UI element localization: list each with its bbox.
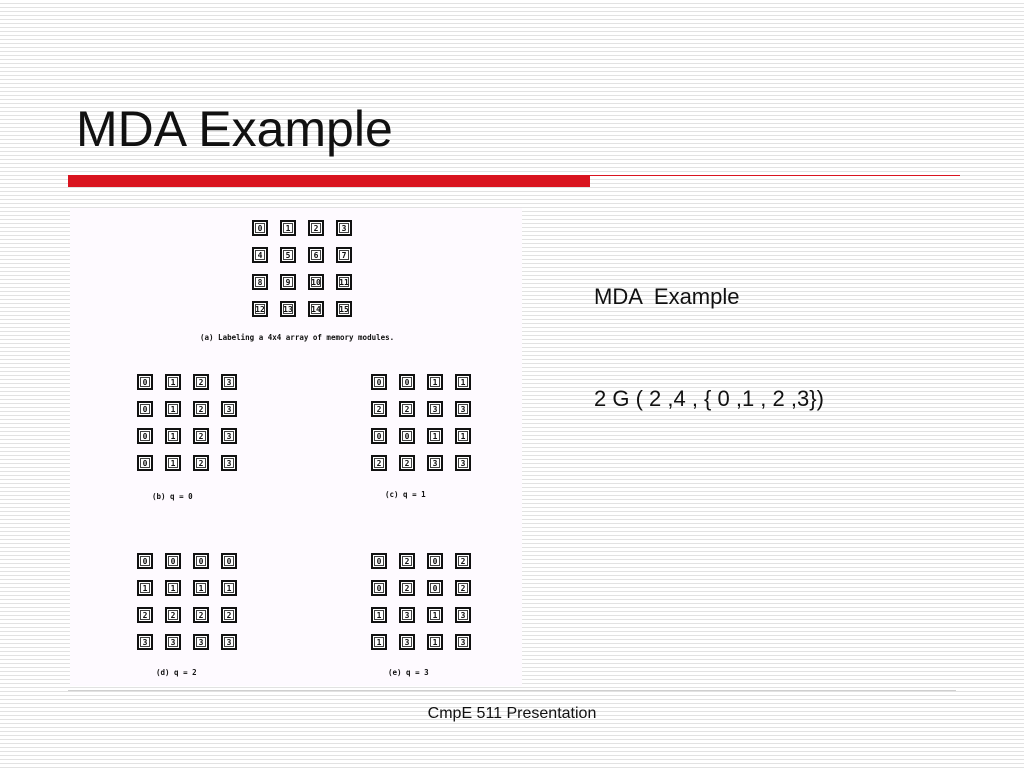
memory-module-cell — [372, 429, 386, 443]
memory-module-label: 0 — [404, 378, 410, 387]
memory-module-label: 1 — [170, 584, 176, 593]
memory-module-label: 1 — [226, 584, 232, 593]
memory-module-cell — [456, 429, 470, 443]
memory-module-cell — [281, 248, 295, 262]
memory-module-label: 3 — [226, 459, 232, 468]
memory-module-cell — [309, 302, 323, 316]
memory-module-cell — [166, 456, 180, 470]
memory-module-cell — [138, 375, 152, 389]
memory-module-cell — [194, 608, 208, 622]
memory-module-cell — [428, 402, 442, 416]
memory-module-cell — [372, 402, 386, 416]
memory-module-label: 0 — [376, 584, 382, 593]
memory-module-label: 1 — [432, 378, 438, 387]
memory-module-label: 2 — [404, 405, 410, 414]
memory-module-label: 8 — [257, 278, 263, 287]
figure-panel-2 — [372, 375, 470, 499]
memory-module-cell — [222, 456, 236, 470]
memory-module-cell — [166, 429, 180, 443]
memory-module-cell — [456, 375, 470, 389]
memory-module-label: 11 — [339, 278, 349, 287]
memory-module-cell — [337, 221, 351, 235]
memory-module-cell — [337, 248, 351, 262]
slide-title: MDA Example — [76, 101, 393, 157]
memory-module-cell — [400, 581, 414, 595]
memory-module-cell — [372, 635, 386, 649]
memory-module-cell — [253, 275, 267, 289]
memory-module-label: 2 — [142, 611, 148, 620]
memory-module-label: 3 — [432, 459, 438, 468]
memory-module-cell — [166, 635, 180, 649]
memory-module-label: 0 — [432, 557, 438, 566]
memory-module-cell — [194, 554, 208, 568]
memory-module-label: 0 — [404, 432, 410, 441]
memory-module-label: 2 — [460, 584, 466, 593]
memory-module-cell — [456, 635, 470, 649]
memory-module-cell — [400, 608, 414, 622]
memory-module-cell — [428, 608, 442, 622]
memory-module-cell — [222, 608, 236, 622]
memory-module-label: 1 — [170, 459, 176, 468]
memory-module-label: 2 — [198, 459, 204, 468]
memory-module-label: 1 — [432, 611, 438, 620]
memory-module-cell — [194, 402, 208, 416]
memory-module-cell — [194, 635, 208, 649]
slide-body — [594, 232, 824, 462]
memory-module-label: 2 — [404, 584, 410, 593]
memory-module-label: 2 — [226, 611, 232, 620]
memory-module-cell — [456, 608, 470, 622]
memory-module-cell — [372, 554, 386, 568]
memory-module-cell — [400, 375, 414, 389]
memory-module-cell — [222, 429, 236, 443]
memory-module-cell — [400, 429, 414, 443]
memory-module-label: 0 — [142, 378, 148, 387]
memory-module-cell — [166, 554, 180, 568]
memory-module-cell — [194, 581, 208, 595]
memory-module-label: 3 — [226, 432, 232, 441]
memory-module-cell — [309, 221, 323, 235]
memory-module-label: 2 — [198, 405, 204, 414]
memory-module-label: 3 — [432, 405, 438, 414]
memory-module-cell — [222, 635, 236, 649]
memory-module-label: 1 — [376, 611, 382, 620]
memory-module-label: 2 — [198, 611, 204, 620]
slide-footer: CmpE 511 Presentation — [427, 705, 597, 722]
memory-module-cell — [400, 402, 414, 416]
memory-module-cell — [456, 402, 470, 416]
memory-module-label: 0 — [432, 584, 438, 593]
body-line-formula: 2 G ( 2 ,4 , { 0 ,1 , 2 ,3}) — [594, 386, 824, 411]
memory-module-cell — [194, 429, 208, 443]
memory-module-label: 3 — [226, 638, 232, 647]
figure-panel-caption: (b) q = 0 — [152, 492, 193, 501]
memory-module-cell — [281, 302, 295, 316]
memory-module-diagram — [70, 208, 522, 686]
memory-module-cell — [222, 581, 236, 595]
memory-module-cell — [253, 248, 267, 262]
memory-module-label: 2 — [313, 224, 319, 233]
memory-module-cell — [138, 402, 152, 416]
body-line-heading: MDA Example — [594, 284, 740, 309]
memory-module-cell — [337, 275, 351, 289]
memory-module-label: 0 — [376, 432, 382, 441]
footer-divider — [68, 690, 956, 691]
memory-module-label: 0 — [198, 557, 204, 566]
memory-module-label: 3 — [226, 378, 232, 387]
figure-panel-caption: (a) Labeling a 4x4 array of memory modules. — [200, 333, 395, 342]
memory-module-cell — [222, 375, 236, 389]
memory-module-figure — [70, 208, 522, 686]
memory-module-cell — [138, 456, 152, 470]
memory-module-cell — [428, 375, 442, 389]
memory-module-label: 2 — [198, 378, 204, 387]
memory-module-cell — [400, 554, 414, 568]
memory-module-label: 6 — [313, 251, 319, 260]
memory-module-label: 12 — [255, 305, 265, 314]
memory-module-label: 3 — [404, 638, 410, 647]
memory-module-cell — [138, 554, 152, 568]
memory-module-label: 0 — [142, 432, 148, 441]
memory-module-label: 1 — [376, 638, 382, 647]
memory-module-label: 1 — [170, 432, 176, 441]
memory-module-label: 3 — [198, 638, 204, 647]
title-underline — [590, 175, 960, 176]
memory-module-cell — [400, 456, 414, 470]
memory-module-cell — [309, 275, 323, 289]
memory-module-cell — [138, 581, 152, 595]
memory-module-cell — [138, 429, 152, 443]
figure-panel-0 — [200, 221, 394, 342]
memory-module-cell — [372, 608, 386, 622]
memory-module-cell — [166, 402, 180, 416]
memory-module-cell — [456, 554, 470, 568]
memory-module-cell — [138, 608, 152, 622]
memory-module-label: 0 — [170, 557, 176, 566]
memory-module-label: 2 — [404, 557, 410, 566]
memory-module-label: 1 — [432, 638, 438, 647]
memory-module-label: 10 — [311, 278, 321, 287]
memory-module-cell — [372, 375, 386, 389]
figure-panel-3 — [138, 554, 236, 677]
memory-module-label: 1 — [170, 405, 176, 414]
memory-module-label: 3 — [170, 638, 176, 647]
memory-module-cell — [372, 456, 386, 470]
memory-module-label: 0 — [142, 557, 148, 566]
memory-module-cell — [309, 248, 323, 262]
memory-module-label: 13 — [283, 305, 293, 314]
memory-module-cell — [166, 608, 180, 622]
memory-module-cell — [456, 456, 470, 470]
memory-module-cell — [428, 456, 442, 470]
figure-panel-caption: (d) q = 2 — [156, 668, 197, 677]
memory-module-label: 5 — [285, 251, 291, 260]
memory-module-label: 2 — [376, 459, 382, 468]
memory-module-cell — [428, 429, 442, 443]
memory-module-cell — [456, 581, 470, 595]
memory-module-cell — [253, 302, 267, 316]
memory-module-label: 3 — [404, 611, 410, 620]
memory-module-label: 3 — [142, 638, 148, 647]
memory-module-label: 0 — [376, 557, 382, 566]
memory-module-label: 0 — [142, 405, 148, 414]
memory-module-label: 0 — [257, 224, 263, 233]
memory-module-cell — [194, 456, 208, 470]
memory-module-label: 1 — [170, 378, 176, 387]
memory-module-label: 3 — [460, 459, 466, 468]
memory-module-label: 7 — [341, 251, 347, 260]
memory-module-label: 0 — [376, 378, 382, 387]
memory-module-label: 0 — [142, 459, 148, 468]
memory-module-label: 1 — [285, 224, 291, 233]
figure-panel-1 — [138, 375, 236, 501]
memory-module-label: 1 — [432, 432, 438, 441]
memory-module-label: 14 — [311, 305, 321, 314]
memory-module-cell — [166, 375, 180, 389]
memory-module-label: 3 — [226, 405, 232, 414]
memory-module-label: 2 — [170, 611, 176, 620]
memory-module-label: 4 — [257, 251, 263, 260]
memory-module-label: 2 — [376, 405, 382, 414]
memory-module-label: 3 — [460, 638, 466, 647]
memory-module-label: 9 — [285, 278, 291, 287]
memory-module-cell — [337, 302, 351, 316]
memory-module-label: 1 — [198, 584, 204, 593]
memory-module-label: 15 — [339, 305, 349, 314]
memory-module-label: 3 — [460, 611, 466, 620]
title-accent-bar — [68, 175, 590, 187]
memory-module-cell — [281, 221, 295, 235]
memory-module-label: 2 — [198, 432, 204, 441]
memory-module-label: 1 — [460, 378, 466, 387]
memory-module-label: 1 — [460, 432, 466, 441]
memory-module-label: 0 — [226, 557, 232, 566]
memory-module-label: 3 — [341, 224, 347, 233]
memory-module-label: 3 — [460, 405, 466, 414]
memory-module-cell — [428, 554, 442, 568]
memory-module-cell — [138, 635, 152, 649]
memory-module-cell — [400, 635, 414, 649]
memory-module-cell — [281, 275, 295, 289]
memory-module-cell — [222, 554, 236, 568]
memory-module-label: 1 — [142, 584, 148, 593]
memory-module-label: 2 — [460, 557, 466, 566]
figure-panel-caption: (e) q = 3 — [388, 668, 429, 677]
memory-module-cell — [372, 581, 386, 595]
figure-panel-caption: (c) q = 1 — [385, 490, 426, 499]
memory-module-cell — [194, 375, 208, 389]
memory-module-label: 2 — [404, 459, 410, 468]
memory-module-cell — [222, 402, 236, 416]
memory-module-cell — [253, 221, 267, 235]
memory-module-cell — [428, 581, 442, 595]
figure-panel-4 — [372, 554, 470, 677]
memory-module-cell — [166, 581, 180, 595]
memory-module-cell — [428, 635, 442, 649]
